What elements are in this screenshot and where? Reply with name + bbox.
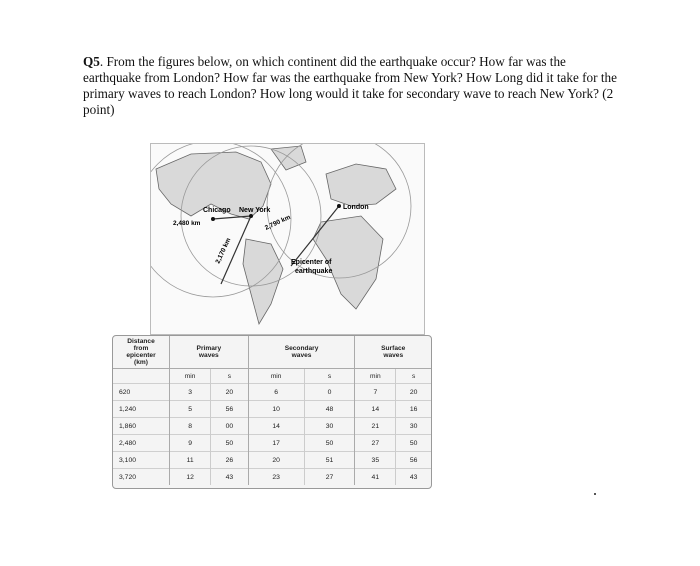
header-primary-line2: waves bbox=[198, 352, 219, 359]
table-cell: 3,720 bbox=[113, 469, 170, 486]
question-body: . From the figures below, on which continent did the earthquake occur? How far was the earthquake from London? How far was the earthquake from New York? How Long did it take for the primary waves to reach London? How long would it take for secondary wave to reach New York? (2 point) bbox=[83, 54, 617, 117]
header-surface bbox=[355, 336, 431, 369]
subheader-primary-min: min bbox=[170, 369, 211, 384]
header-distance-line1: Distance bbox=[127, 338, 155, 345]
subheader-secondary-min: min bbox=[248, 369, 304, 384]
label-dist-chicago: 2,480 km bbox=[173, 220, 201, 227]
subheader-secondary-s: s bbox=[304, 369, 355, 384]
table-row bbox=[113, 401, 431, 418]
header-distance-line4: (km) bbox=[134, 359, 148, 366]
newyork-dot bbox=[249, 214, 253, 218]
table-cell: 30 bbox=[304, 418, 355, 435]
table-cell: 50 bbox=[396, 435, 431, 452]
table-cell: 16 bbox=[396, 401, 431, 418]
table-cell: 1,240 bbox=[113, 401, 170, 418]
table-row bbox=[113, 469, 431, 486]
table-header-row bbox=[113, 336, 431, 369]
header-surface-line1: Surface bbox=[381, 345, 406, 352]
table-cell: 43 bbox=[211, 469, 248, 486]
table-cell: 51 bbox=[304, 452, 355, 469]
header-secondary bbox=[248, 336, 355, 369]
table-cell: 56 bbox=[396, 452, 431, 469]
table-cell: 20 bbox=[396, 384, 431, 401]
header-surface-line2: waves bbox=[383, 352, 404, 359]
label-chicago: Chicago bbox=[203, 207, 231, 214]
table-cell: 20 bbox=[248, 452, 304, 469]
table-cell: 30 bbox=[396, 418, 431, 435]
table-cell: 17 bbox=[248, 435, 304, 452]
label-epicenter-2: earthquake bbox=[295, 268, 333, 275]
table-cell: 27 bbox=[304, 469, 355, 486]
table-cell: 12 bbox=[170, 469, 211, 486]
table-cell: 1,860 bbox=[113, 418, 170, 435]
header-secondary-line2: waves bbox=[291, 352, 312, 359]
table-cell: 23 bbox=[248, 469, 304, 486]
table-cell: 35 bbox=[355, 452, 396, 469]
table-cell: 43 bbox=[396, 469, 431, 486]
table-cell: 26 bbox=[211, 452, 248, 469]
table-cell: 8 bbox=[170, 418, 211, 435]
table-cell: 48 bbox=[304, 401, 355, 418]
table-row bbox=[113, 435, 431, 452]
label-epicenter-1: Epicenter of bbox=[291, 259, 332, 266]
label-london: London bbox=[343, 204, 369, 211]
europe-shape bbox=[326, 164, 396, 206]
wave-travel-time-table bbox=[113, 336, 431, 485]
subheader-surface-min: min bbox=[355, 369, 396, 384]
table-cell: 56 bbox=[211, 401, 248, 418]
label-dist-london: 2,790 km bbox=[263, 213, 292, 232]
label-newyork: New York bbox=[239, 207, 271, 214]
label-dist-newyork: 2,170 km bbox=[214, 236, 233, 265]
subheader-primary-s: s bbox=[211, 369, 248, 384]
table-cell: 00 bbox=[211, 418, 248, 435]
header-primary-line1: Primary bbox=[196, 345, 222, 352]
table-cell: 2,480 bbox=[113, 435, 170, 452]
table-cell: 620 bbox=[113, 384, 170, 401]
table-cell: 3 bbox=[170, 384, 211, 401]
table-cell: 6 bbox=[248, 384, 304, 401]
table-cell: 50 bbox=[304, 435, 355, 452]
header-secondary-line1: Secondary bbox=[284, 345, 319, 352]
table-cell: 3,100 bbox=[113, 452, 170, 469]
table-cell: 50 bbox=[211, 435, 248, 452]
header-distance-line3: epicenter bbox=[126, 352, 156, 359]
table-subheader-row bbox=[113, 369, 431, 384]
south-america-shape bbox=[243, 239, 283, 324]
table-cell: 9 bbox=[170, 435, 211, 452]
world-map-figure bbox=[150, 143, 425, 335]
header-distance bbox=[113, 336, 170, 369]
question-label: Q5 bbox=[83, 54, 100, 69]
table-row bbox=[113, 384, 431, 401]
subheader-surface-s: s bbox=[396, 369, 431, 384]
table-cell: 10 bbox=[248, 401, 304, 418]
table-cell: 5 bbox=[170, 401, 211, 418]
table-cell: 41 bbox=[355, 469, 396, 486]
table-cell: 21 bbox=[355, 418, 396, 435]
table-cell: 14 bbox=[355, 401, 396, 418]
question-text bbox=[83, 54, 623, 118]
table-body bbox=[113, 384, 431, 486]
subheader-empty bbox=[113, 369, 170, 384]
chicago-dot bbox=[211, 217, 215, 221]
header-primary bbox=[170, 336, 249, 369]
table-cell: 20 bbox=[211, 384, 248, 401]
table-cell: 0 bbox=[304, 384, 355, 401]
table-cell: 27 bbox=[355, 435, 396, 452]
header-distance-line2: from bbox=[133, 345, 149, 352]
seismic-wave-table bbox=[112, 335, 432, 489]
table-cell: 14 bbox=[248, 418, 304, 435]
table-cell: 7 bbox=[355, 384, 396, 401]
table-row bbox=[113, 452, 431, 469]
stray-dot bbox=[594, 493, 596, 495]
table-cell: 11 bbox=[170, 452, 211, 469]
table-row bbox=[113, 418, 431, 435]
london-dot bbox=[337, 204, 341, 208]
